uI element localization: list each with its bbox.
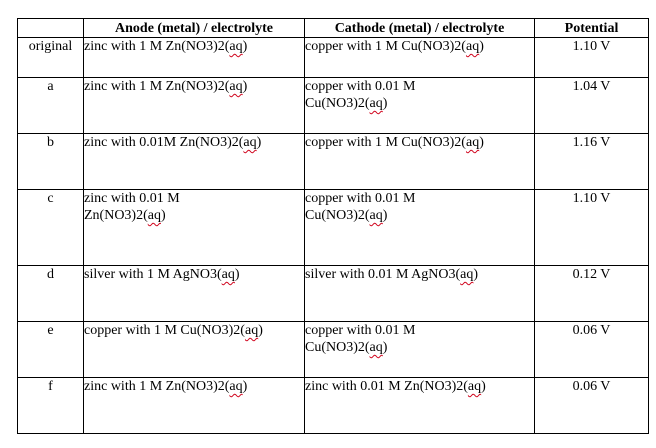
table-row <box>18 134 649 190</box>
potential-cell: 1.10 V <box>535 190 649 266</box>
cathode-cell: silver with 0.01 M AgNO3(aq) <box>305 266 535 322</box>
row-label: f <box>18 378 84 434</box>
anode-cell: silver with 1 M AgNO3(aq) <box>84 266 305 322</box>
table-row <box>18 378 649 434</box>
cathode-cell: copper with 0.01 M Cu(NO3)2(aq) <box>305 78 535 134</box>
potential-cell: 0.06 V <box>535 378 649 434</box>
potential-cell: 0.06 V <box>535 322 649 378</box>
row-label: c <box>18 190 84 266</box>
potential-cell: 1.04 V <box>535 78 649 134</box>
anode-cell: zinc with 1 M Zn(NO3)2(aq) <box>84 78 305 134</box>
row-label: b <box>18 134 84 190</box>
header-cathode: Cathode (metal) / electrolyte <box>305 19 535 38</box>
table-row <box>18 266 649 322</box>
anode-cell: copper with 1 M Cu(NO3)2(aq) <box>84 322 305 378</box>
row-label: e <box>18 322 84 378</box>
anode-cell: zinc with 1 M Zn(NO3)2(aq) <box>84 38 305 78</box>
table-row <box>18 190 649 266</box>
potential-cell: 1.16 V <box>535 134 649 190</box>
anode-cell: zinc with 1 M Zn(NO3)2(aq) <box>84 378 305 434</box>
header-anode: Anode (metal) / electrolyte <box>84 19 305 38</box>
cathode-cell: copper with 0.01 M Cu(NO3)2(aq) <box>305 322 535 378</box>
cathode-cell: copper with 1 M Cu(NO3)2(aq) <box>305 38 535 78</box>
electrochemistry-table <box>17 18 649 434</box>
cathode-cell: copper with 0.01 M Cu(NO3)2(aq) <box>305 190 535 266</box>
anode-cell: zinc with 0.01 M Zn(NO3)2(aq) <box>84 190 305 266</box>
header-potential: Potential <box>535 19 649 38</box>
potential-cell: 1.10 V <box>535 38 649 78</box>
row-label: a <box>18 78 84 134</box>
cathode-cell: copper with 1 M Cu(NO3)2(aq) <box>305 134 535 190</box>
row-label: d <box>18 266 84 322</box>
table-row <box>18 78 649 134</box>
header-row <box>18 19 649 38</box>
corner-cell <box>18 19 84 38</box>
table-row <box>18 38 649 78</box>
table-row <box>18 322 649 378</box>
cathode-cell: zinc with 0.01 M Zn(NO3)2(aq) <box>305 378 535 434</box>
potential-cell: 0.12 V <box>535 266 649 322</box>
row-label: original <box>18 38 84 78</box>
anode-cell: zinc with 0.01M Zn(NO3)2(aq) <box>84 134 305 190</box>
